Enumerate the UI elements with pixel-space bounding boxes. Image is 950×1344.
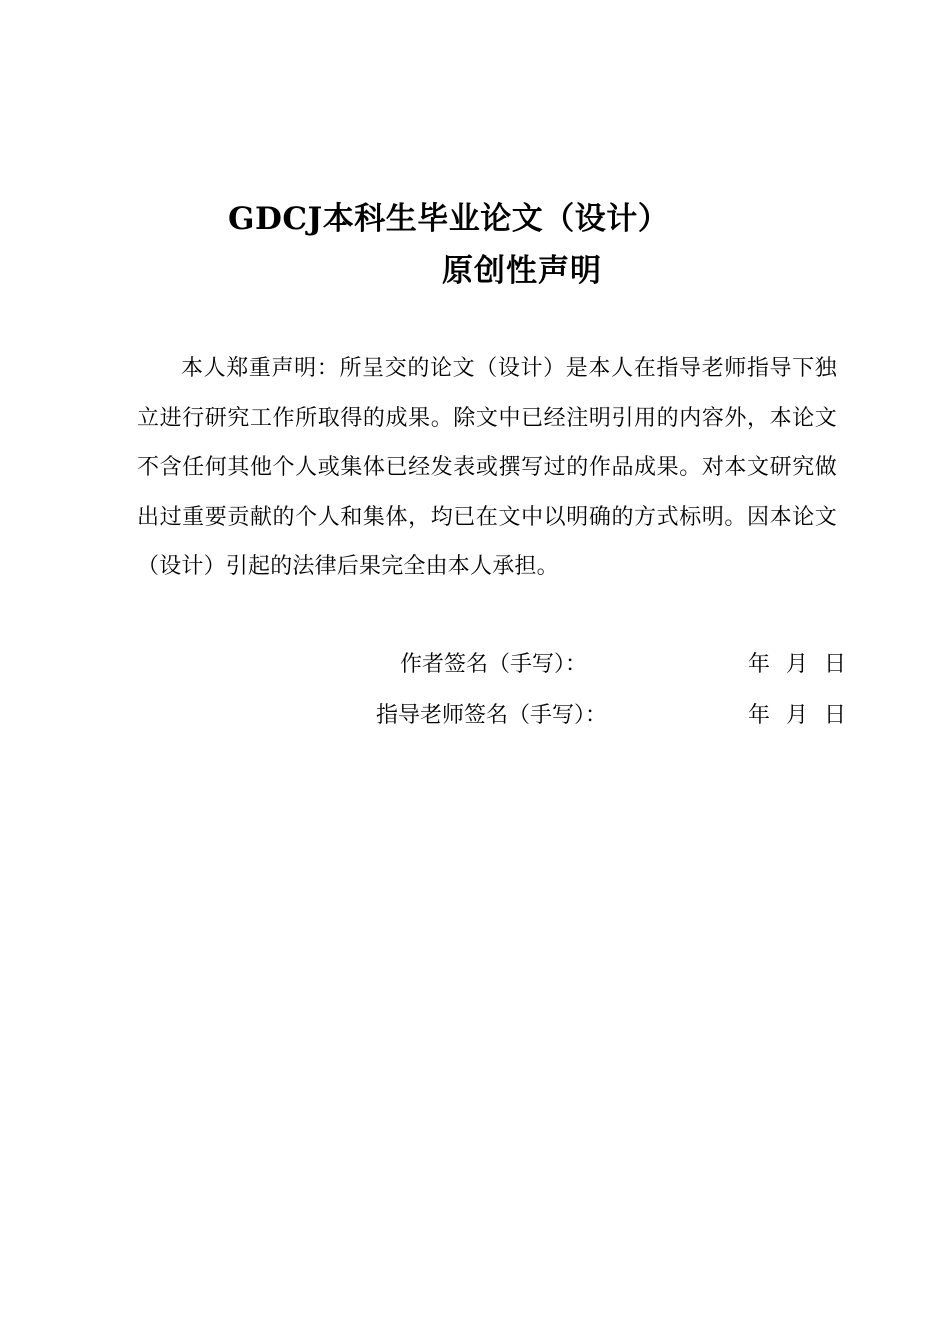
- advisor-date-field: [748, 698, 846, 729]
- declaration-paragraph: 本人郑重声明：所呈交的论文（设计）是本人在指导老师指导下独立进行研究工作所取得的成果。除文中已经注明引用的内容外，本论文不含任何其他个人或集体已经发表或撰写过的作品成果。对本文研究做出过重要贡献的个人和集体，均已在文中以明确的方式标明。因本论文（设计）引起的法律后果完全由本人承担。: [137, 356, 837, 579]
- author-signature-label: 作者签名（手写）：: [400, 652, 588, 677]
- month-label: 月: [786, 703, 809, 728]
- year-label: 年: [748, 703, 771, 728]
- day-label: 日: [824, 652, 847, 677]
- month-label: 月: [786, 652, 809, 677]
- year-label: 年: [748, 652, 771, 677]
- document-subtitle: 原创性声明: [442, 253, 602, 289]
- advisor-signature-label: 指导老师签名（手写）：: [376, 703, 608, 728]
- day-label: 日: [824, 703, 847, 728]
- author-date-field: [748, 647, 846, 678]
- document-title: GDCJ本科生毕业论文（设计）: [228, 201, 670, 237]
